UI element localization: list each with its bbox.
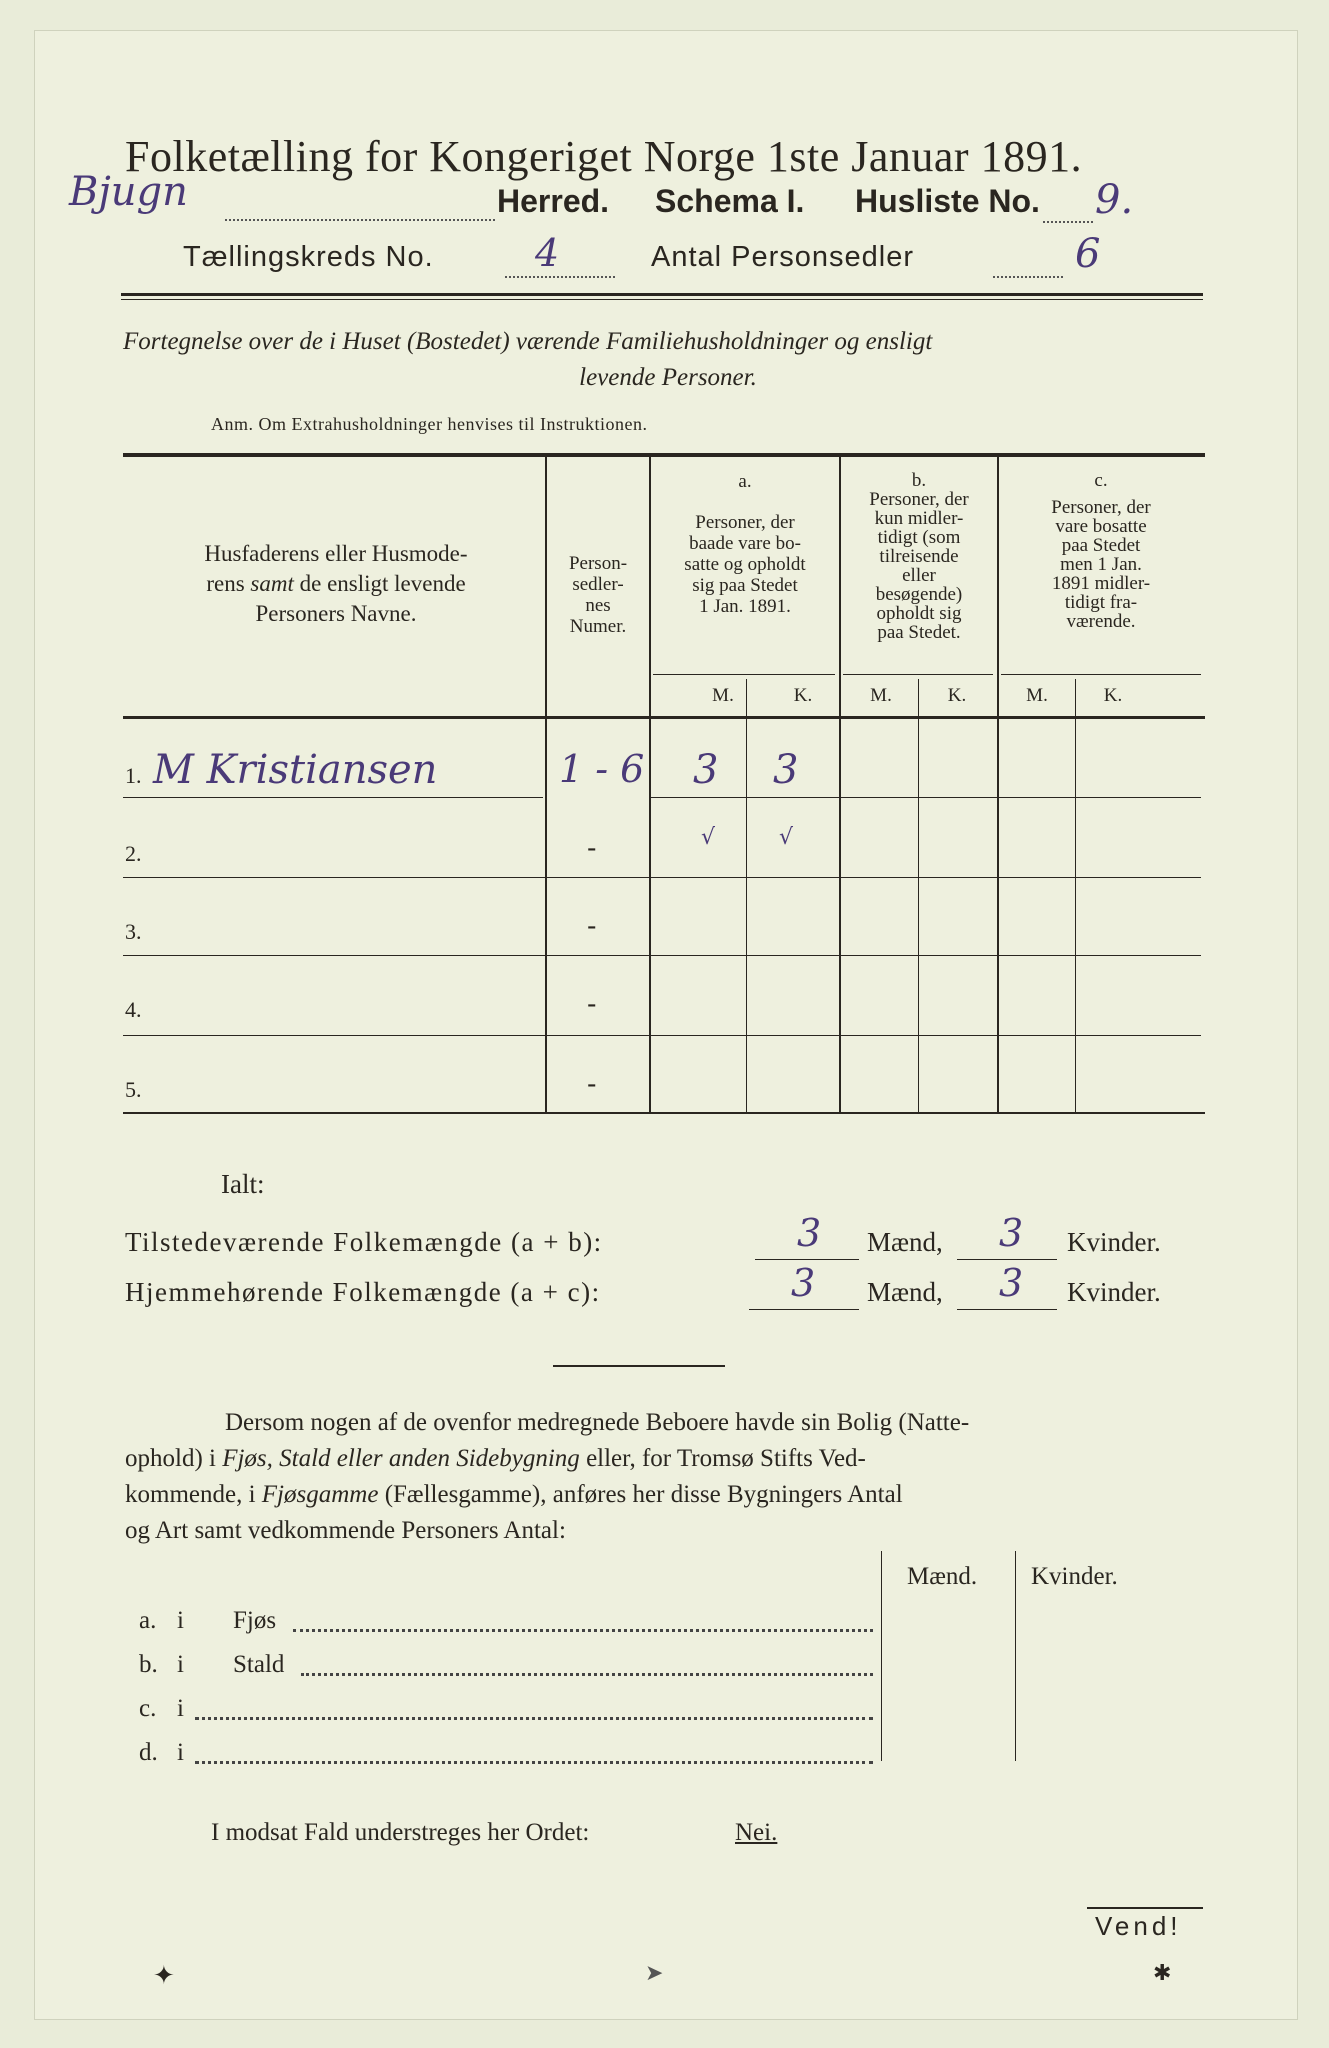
vend-label: Vend! bbox=[1095, 1911, 1182, 1941]
col-name-header-l2a: rens bbox=[206, 571, 251, 596]
col-c-l3: paa Stedet bbox=[1061, 535, 1141, 556]
husliste-value: 9. bbox=[1095, 177, 1134, 223]
col-name-header-l2b: samt bbox=[250, 571, 294, 596]
paragraph-l3c: (Fællesgamme), anføres her disse Bygningers Antal bbox=[378, 1481, 903, 1508]
registration-mark-center: ➤ bbox=[645, 1961, 664, 1986]
row-5-number: 5. bbox=[125, 1077, 142, 1102]
hjemme-k-value: 3 bbox=[999, 1261, 1024, 1305]
col-a-letter: a. bbox=[738, 471, 752, 492]
col-b-mk-divider bbox=[918, 679, 919, 1113]
col-a-l2: baade vare bo- bbox=[689, 533, 801, 554]
husliste-label: Husliste No. bbox=[855, 183, 1040, 219]
buildings-divider-1 bbox=[881, 1551, 882, 1761]
col-a-l1: Personer, der bbox=[695, 512, 795, 533]
row-2-sedler: - bbox=[587, 831, 597, 864]
building-b-leader bbox=[301, 1673, 873, 1676]
row-1-a-k: 3 bbox=[773, 747, 799, 793]
ialt-label: Ialt: bbox=[221, 1169, 265, 1199]
hjemme-kvinder-label: Kvinder. bbox=[1067, 1277, 1161, 1307]
col-b-l5: eller bbox=[902, 565, 936, 586]
row-2-a-k: √ bbox=[779, 825, 794, 850]
table-top-rule bbox=[123, 453, 1205, 457]
hjemme-maend-label: Mænd, bbox=[867, 1277, 943, 1307]
col-sedler-l4: Numer. bbox=[569, 616, 627, 637]
buildings-maend-header: Mænd. bbox=[907, 1563, 978, 1590]
antal-value: 6 bbox=[1075, 231, 1101, 277]
paragraph-line3 bbox=[125, 1481, 903, 1509]
paragraph-line4: og Art samt vedkommende Personers Antal: bbox=[125, 1517, 566, 1544]
vend-rule bbox=[1087, 1907, 1203, 1909]
col-c-mk-rule bbox=[1001, 674, 1201, 675]
anm-note: Anm. Om Extrahusholdninger henvises til Instruktionen. bbox=[211, 414, 648, 434]
building-b-letter: b. bbox=[139, 1651, 158, 1678]
buildings-divider-2 bbox=[1015, 1551, 1016, 1761]
building-c-letter: c. bbox=[139, 1695, 157, 1722]
nei-word: Nei. bbox=[735, 1819, 778, 1846]
col-a-mk-divider bbox=[746, 679, 747, 1113]
paragraph-line1: Dersom nogen af de ovenfor medregnede Beboere havde sin Bolig (Natte- bbox=[225, 1409, 970, 1436]
building-d-leader bbox=[195, 1761, 873, 1764]
row-3-sedler: - bbox=[587, 909, 597, 942]
row-3-number: 3. bbox=[125, 919, 142, 944]
section-divider bbox=[553, 1365, 725, 1367]
col-c-l1: Personer, der bbox=[1051, 497, 1151, 518]
row-1-name-rule bbox=[123, 797, 543, 798]
col-sedler-l1: Person- bbox=[568, 553, 628, 574]
row-5-sedler: - bbox=[587, 1067, 597, 1100]
header-rule-thin bbox=[121, 299, 1203, 300]
col-c-mk-divider bbox=[1075, 679, 1076, 1113]
col-a-l4: sig paa Stedet bbox=[692, 575, 798, 596]
row-3-rule bbox=[123, 955, 1201, 956]
tilstede-kvinder-label: Kvinder. bbox=[1067, 1227, 1161, 1257]
col-a-l5: 1 Jan. 1891. bbox=[699, 596, 791, 617]
paragraph-l2b: Fjøs, Stald eller anden Sidebygning bbox=[222, 1445, 580, 1472]
row-2-a-m: √ bbox=[701, 825, 716, 850]
col-b-mk-rule bbox=[843, 674, 993, 675]
tilstede-label: Tilstedeværende Folkemængde (a + b): bbox=[125, 1227, 603, 1257]
col-c-l7: værende. bbox=[1066, 611, 1136, 632]
registration-mark-right: ✱ bbox=[1153, 1961, 1172, 1986]
col-name-header-line2 bbox=[131, 569, 541, 599]
building-d-prep: i bbox=[177, 1739, 184, 1766]
col-c-k-label: K. bbox=[1103, 685, 1123, 706]
row-1-rule bbox=[651, 797, 1201, 798]
tilstede-m-line bbox=[755, 1259, 859, 1260]
building-d-letter: d. bbox=[139, 1739, 158, 1766]
row-1-sedler: 1 - 6 bbox=[559, 747, 645, 791]
col-c-l2: vare bosatte bbox=[1055, 516, 1147, 537]
hjemme-label: Hjemmehørende Folkemængde (a + c): bbox=[125, 1277, 601, 1307]
hjemme-k-line bbox=[957, 1309, 1057, 1310]
antal-label: Antal Personsedler bbox=[651, 241, 915, 273]
row-1-name: M Kristiansen bbox=[153, 747, 438, 793]
col-b-l3: tidigt (som bbox=[877, 527, 961, 548]
schema-label: Schema I. bbox=[655, 183, 805, 219]
kreds-label: Tællingskreds No. bbox=[183, 241, 434, 273]
row-2-rule bbox=[123, 877, 1201, 878]
building-b-name: Stald bbox=[233, 1651, 285, 1678]
col-b-l8: paa Stedet. bbox=[877, 622, 961, 643]
col-name-header-line3: Personers Navne. bbox=[255, 601, 417, 626]
col-name-header bbox=[131, 539, 541, 629]
col-a-mk-rule bbox=[653, 674, 835, 675]
building-a-leader bbox=[293, 1629, 873, 1632]
col-name-header-line1: Husfaderens eller Husmode- bbox=[204, 541, 468, 566]
form-title: Folketælling for Kongeriget Norge 1ste Januar 1891. bbox=[125, 132, 1083, 181]
col-sedler-header bbox=[547, 553, 649, 637]
header-rule-thick bbox=[121, 293, 1203, 296]
hjemme-m-line bbox=[749, 1309, 859, 1310]
paragraph-line2 bbox=[125, 1445, 866, 1473]
subtitle-line2: levende Personer. bbox=[579, 364, 757, 391]
building-c-leader bbox=[195, 1717, 873, 1720]
kreds-dotted-line bbox=[505, 276, 615, 278]
col-c-letter: c. bbox=[1094, 470, 1108, 491]
col-c-m-label: M. bbox=[1026, 685, 1048, 706]
col-c-l5: 1891 midler- bbox=[1051, 573, 1151, 594]
antal-dotted-line bbox=[993, 276, 1063, 278]
building-a-letter: a. bbox=[139, 1607, 157, 1634]
col-sedler-l2: sedler- bbox=[572, 574, 624, 595]
husliste-dotted-line bbox=[1043, 221, 1093, 223]
paragraph-l3b: Fjøsgamme bbox=[261, 1481, 379, 1508]
col-c-l6: tidigt fra- bbox=[1064, 592, 1138, 613]
col-name-header-l2c: de ensligt levende bbox=[293, 571, 466, 596]
herred-label: Herred. bbox=[497, 183, 610, 219]
row-1-number: 1. bbox=[125, 763, 142, 788]
herred-value: Bjugn bbox=[69, 169, 188, 215]
tilstede-k-line bbox=[957, 1259, 1057, 1260]
paragraph-l2c: eller, for Tromsø Stifts Ved- bbox=[579, 1445, 866, 1472]
building-a-prep: i bbox=[177, 1607, 184, 1634]
col-c-header bbox=[999, 471, 1203, 631]
census-form-page bbox=[34, 30, 1298, 2020]
col-c-l4: men 1 Jan. bbox=[1060, 554, 1142, 575]
col-b-l2: kun midler- bbox=[874, 508, 964, 529]
col-sedler-l3: nes bbox=[585, 595, 611, 616]
col-a-k-label: K. bbox=[793, 685, 813, 706]
modsat-text: I modsat Fald understreges her Ordet: bbox=[211, 1819, 590, 1846]
building-c-prep: i bbox=[177, 1695, 184, 1722]
building-b-prep: i bbox=[177, 1651, 184, 1678]
row-4-sedler: - bbox=[587, 987, 597, 1020]
row-1-a-m: 3 bbox=[693, 747, 719, 793]
buildings-kvinder-header: Kvinder. bbox=[1031, 1563, 1118, 1590]
building-a-name: Fjøs bbox=[233, 1607, 277, 1634]
kreds-value: 4 bbox=[535, 231, 560, 275]
col-a-header bbox=[651, 471, 839, 617]
col-b-l1: Personer, der bbox=[869, 489, 969, 510]
row-4-rule bbox=[123, 1035, 1201, 1036]
tilstede-m-value: 3 bbox=[797, 1211, 822, 1255]
col-b-header bbox=[841, 471, 997, 642]
row-2-number: 2. bbox=[125, 841, 142, 866]
col-a-m-label: M. bbox=[712, 685, 734, 706]
table-header-bottom-rule bbox=[123, 716, 1205, 719]
col-b-l7: opholdt sig bbox=[876, 603, 962, 624]
table-bottom-rule bbox=[123, 1112, 1205, 1114]
col-b-l4: tilreisende bbox=[879, 546, 959, 567]
row-4-number: 4. bbox=[125, 997, 142, 1022]
col-b-l6: besøgende) bbox=[875, 584, 963, 605]
hjemme-m-value: 3 bbox=[791, 1261, 816, 1305]
paragraph-l3a: kommende, i bbox=[125, 1481, 262, 1508]
col-b-k-label: K. bbox=[947, 685, 967, 706]
tilstede-maend-label: Mænd, bbox=[867, 1227, 943, 1257]
tilstede-k-value: 3 bbox=[999, 1211, 1024, 1255]
herred-dotted-line bbox=[225, 219, 495, 221]
subtitle-line1: Fortegnelse over de i Huset (Bostedet) værende Familiehusholdninger og ensligt bbox=[123, 328, 933, 355]
paragraph-l2a: ophold) i bbox=[125, 1445, 223, 1472]
registration-mark-left: ✦ bbox=[153, 1961, 175, 1991]
col-b-letter: b. bbox=[911, 470, 927, 491]
col-b-m-label: M. bbox=[870, 685, 892, 706]
col-a-l3: satte og opholdt bbox=[684, 554, 806, 575]
